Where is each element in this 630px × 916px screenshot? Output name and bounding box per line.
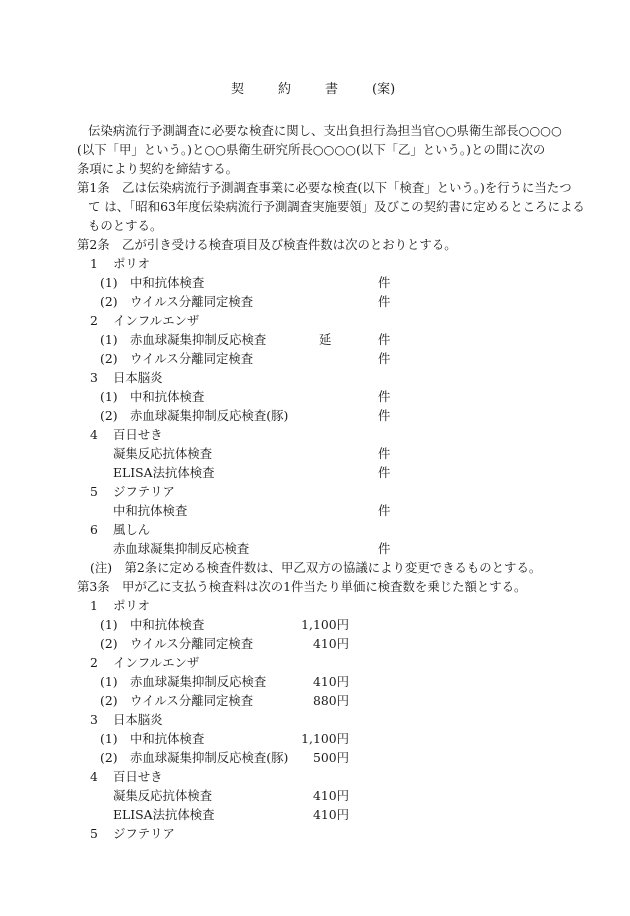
art2-item-3-1 xyxy=(100,389,204,405)
count-unit: 件 xyxy=(378,408,391,423)
art3-section-4 xyxy=(90,769,163,785)
section-number: 1 xyxy=(90,598,98,613)
count-unit: 件 xyxy=(378,294,391,309)
article-1-line-1: 第1条 乙は伝染病流行予測調査事業に必要な検査(以下「検査」という。)を行うに当たつ xyxy=(77,180,572,195)
item-number: (2) xyxy=(100,294,118,309)
article-1-line-2: て は、「昭和63年度伝染病流行予測調査実施要領」及びこの契約書に定めるところによる xyxy=(88,199,585,214)
item-name: 中和抗体検査 xyxy=(130,731,205,746)
item-name: 赤血球凝集抑制反応検査 xyxy=(130,332,267,347)
item-number: (1) xyxy=(100,332,118,347)
unit-price: 410円 xyxy=(312,788,349,803)
art3-item-1-2 xyxy=(100,636,253,652)
art3-item-3-1 xyxy=(100,731,204,747)
section-name: インフルエンザ xyxy=(113,655,200,670)
section-name: 風しん xyxy=(113,522,151,537)
item-name: ウイルス分離同定検査 xyxy=(130,693,254,708)
section-number: 5 xyxy=(90,484,98,499)
item-name: 赤血球凝集抑制反応検査 xyxy=(130,674,267,689)
art3-section-2 xyxy=(90,655,199,671)
section-number: 3 xyxy=(90,712,98,727)
item-name: 赤血球凝集抑制反応検査(豚) xyxy=(130,408,289,423)
title-char-1: 契 xyxy=(231,82,245,97)
art3-item-1-1 xyxy=(100,617,204,633)
art2-section-2 xyxy=(90,313,199,329)
unit-price: 410円 xyxy=(312,636,349,651)
item-number: (1) xyxy=(100,674,118,689)
item-name: ウイルス分離同定検査 xyxy=(130,636,254,651)
section-number: 6 xyxy=(90,522,98,537)
preamble-line-1: 伝染病流行予測調査に必要な検査に関し、支出負担行為担当官○○県衛生部長○○○○ xyxy=(88,123,562,138)
article-2-heading: 第2条 乙が引き受ける検査項目及び検査件数は次のとおりとする。 xyxy=(77,237,457,252)
art3-item-3-2 xyxy=(100,750,288,766)
item-number: (1) xyxy=(100,617,118,632)
item-number: (2) xyxy=(100,693,118,708)
item-name: ウイルス分離同定検査 xyxy=(130,351,254,366)
count-unit: 件 xyxy=(378,541,391,556)
art2-item-1-2 xyxy=(100,294,253,310)
item-number: (2) xyxy=(100,750,118,765)
art2-section-5 xyxy=(90,484,175,500)
article-1-line-3: ものとする。 xyxy=(88,218,163,233)
section-name: ジフテリア xyxy=(113,826,175,841)
item-name: 中和抗体検査 xyxy=(130,389,205,404)
section-name: ポリオ xyxy=(113,598,151,613)
art3-item-2-1 xyxy=(100,674,266,690)
item-name: 赤血球凝集抑制反応検査(豚) xyxy=(130,750,289,765)
art3-item-4-a: 凝集反応抗体検査 xyxy=(113,788,213,803)
item-number: (2) xyxy=(100,351,118,366)
title-draft-mark: (案) xyxy=(372,82,396,97)
unit-price: 500円 xyxy=(312,750,349,765)
section-number: 5 xyxy=(90,826,98,841)
art2-item-2-1 xyxy=(100,332,266,348)
art2-item-1-1 xyxy=(100,275,204,291)
unit-price: 410円 xyxy=(312,674,349,689)
section-name: 日本脳炎 xyxy=(113,370,163,385)
item-name: 中和抗体検査 xyxy=(130,275,205,290)
section-number: 1 xyxy=(90,256,98,271)
item-number: (2) xyxy=(100,408,118,423)
count-unit: 件 xyxy=(378,446,391,461)
item-name: ウイルス分離同定検査 xyxy=(130,294,254,309)
art2-item-4-b: ELISA法抗体検査 xyxy=(113,465,215,480)
section-name: ポリオ xyxy=(113,256,151,271)
art2-item-6: 赤血球凝集抑制反応検査 xyxy=(113,541,250,556)
item-number: (1) xyxy=(100,731,118,746)
item-number: (1) xyxy=(100,275,118,290)
art2-item-5: 中和抗体検査 xyxy=(113,503,188,518)
unit-price: 1,100円 xyxy=(301,617,349,632)
section-number: 2 xyxy=(90,313,98,328)
preamble-line-3: 条項により契約を締結する。 xyxy=(77,161,239,176)
count-unit: 件 xyxy=(378,465,391,480)
section-name: 百日せき xyxy=(113,427,163,442)
unit-price: 880円 xyxy=(312,693,349,708)
art3-item-4-b: ELISA法抗体検査 xyxy=(113,807,215,822)
article-2-note: (注) 第2条に定める検査件数は、甲乙双方の協議により変更できるものとする。 xyxy=(90,560,542,575)
art2-item-4-a: 凝集反応抗体検査 xyxy=(113,446,213,461)
count-unit: 件 xyxy=(378,351,391,366)
count-unit: 件 xyxy=(378,275,391,290)
art2-item-3-2 xyxy=(100,408,288,424)
unit-price: 1,100円 xyxy=(301,731,349,746)
art3-section-5 xyxy=(90,826,175,842)
count-unit: 件 xyxy=(378,503,391,518)
item-number: (1) xyxy=(100,389,118,404)
total-count-label: 延 xyxy=(319,332,332,347)
article-3-heading: 第3条 甲が乙に支払う検査料は次の1件当たり単価に検査数を乗じた額とする。 xyxy=(77,579,527,594)
section-number: 4 xyxy=(90,769,98,784)
item-name: 中和抗体検査 xyxy=(130,617,205,632)
art2-section-3 xyxy=(90,370,163,386)
art3-item-2-2 xyxy=(100,693,253,709)
section-number: 4 xyxy=(90,427,98,442)
count-unit: 件 xyxy=(378,389,391,404)
preamble-line-2: (以下「甲」という。)と○○県衛生研究所長○○○○(以下「乙」という。)との間に次の xyxy=(77,142,546,157)
section-name: ジフテリア xyxy=(113,484,175,499)
art2-section-1 xyxy=(90,256,150,272)
unit-price: 410円 xyxy=(312,807,349,822)
section-name: 百日せき xyxy=(113,769,163,784)
section-name: インフルエンザ xyxy=(113,313,200,328)
art2-section-6 xyxy=(90,522,150,538)
art3-section-3 xyxy=(90,712,163,728)
title-char-2: 約 xyxy=(278,82,292,97)
item-number: (2) xyxy=(100,636,118,651)
art2-item-2-2 xyxy=(100,351,253,367)
section-number: 3 xyxy=(90,370,98,385)
count-unit: 件 xyxy=(378,332,391,347)
title-char-3: 書 xyxy=(325,82,339,97)
art3-section-1 xyxy=(90,598,150,614)
section-name: 日本脳炎 xyxy=(113,712,163,727)
section-number: 2 xyxy=(90,655,98,670)
art2-section-4 xyxy=(90,427,163,443)
